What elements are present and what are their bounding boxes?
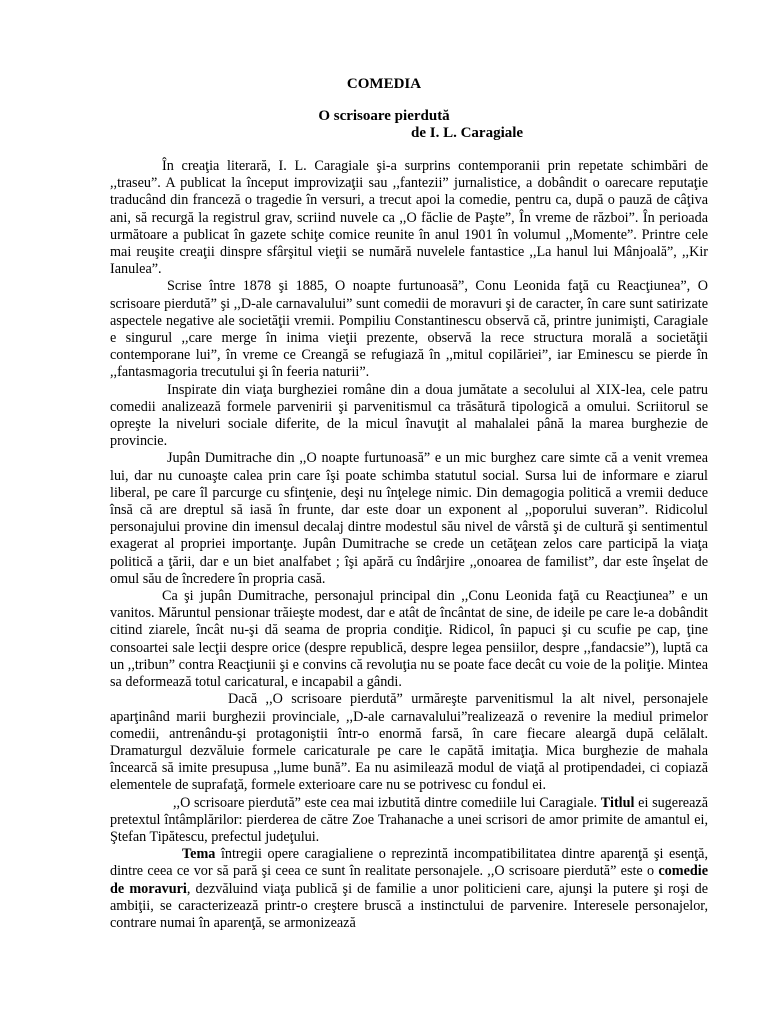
paragraph: Jupân Dumitrache din ,,O noapte furtunoasă” e un mic burghez care simte că a venit vremea lui, dar nu cunoaşte calea prin care îşi poate schimba statutul social. Sursa lui de informare e ziarul liberal, pe care îl parcurge cu sfinţenie, deşi nu înţelege nimic. Din demagogia politică a vremii deduce însă că are dreptul să iasă în frunte, dar este doar un exponent al ,,poporului suveran”. Ridicolul personajului provine din imensul decalaj dintre modestul său nivel de vârstă şi de cultură şi sentimentul exagerat al propriei importanţe. Jupân Dumitrache se crede un cetăţean zelos care participă la viaţa politică a ţării, dar e un biet analfabet ; îşi apără cu îndârjire ,,onoarea de familist”, dar este înşelat de omul său de încredere în propria casă. [110, 450, 708, 587]
paragraph-text: ei sugerează pretextul întâmplărilor: pierderea de către Zoe Trahanache a unei scrisori de amor primite de amantul ei, Ştefan Tipătescu, prefectul judeţului. [110, 794, 708, 845]
paragraph-text: , dezvăluind viaţa publică şi de familie a unor politicieni care, ajunşi la putere şi roşi de ambiţii, se caracterizează printr-o creştere bruscă a instinctului de parvenire. Interesele personajelor, contrare numai în aparenţă, se armonizează [110, 880, 708, 931]
body-text [110, 158, 708, 932]
document-author: de I. L. Caragiale [411, 125, 524, 141]
paragraph-tema [110, 846, 708, 932]
paragraph: Scrise între 1878 şi 1885, O noapte furtunoasă”, Conu Leonida faţă cu Reacţiunea”, O scrisoare pierdută” şi ,,D-ale carnavalului” sunt comedii de moravuri şi de caracter, în care sunt satirizate aspectele negative ale societăţii vremii. Pompiliu Constantinescu observă că, printre junimişti, Caragiale e singurul ,,care merge în inima vieţii prezente, observă la rece structura morală a societăţii contemporane lui”, în vreme ce Creangă se refugiază în ,,mitul copilăriei”, iar Eminescu se pierde în ,,fantasmagoria trecutului şi în feeria naturii”. [110, 278, 708, 381]
paragraph-text: întregii opere caragialiene o reprezintă incompatibilitatea dintre aparenţă şi esenţă, dintre ceea ce vor să pară şi ceea ce sunt în realitate personajele. ,,O scrisoare pierdută” este o [110, 846, 708, 880]
paragraph: Inspirate din viaţa burgheziei române din a doua jumătate a secolului al XIX-lea, cele patru comedii analizează formele parvenirii şi parvenitismul ca trăsătură tipologică a omului. Scriitorul se opreşte la niveluri sociale diferite, de la micul înavuţit al mahalalei până la marea burghezie de provincie. [110, 381, 708, 450]
paragraph: Ca şi jupân Dumitrache, personajul principal din ,,Conu Leonida faţă cu Reacţiunea” e un vanitos. Măruntul pensionar trăieşte modest, dar e atât de încântat de sine, de ideile pe care le-a dobândit citind ziarele, încât nu-şi dă seama de propria condiţie. Ridicol, în papuci şi cu scufie pe cap, ţine consoartei sale lecţii despre orice (despre republică, despre legea pensiilor, despre ,,fandacsie”), luptă ca un ,,tribun” contra Reacţiunii şi e convins că revoluţia nu se poate face decât cu voie de la poliţie. Mintea sa deformează totul caricatural, e incapabil a gândi. [110, 588, 708, 691]
document-subtitle: O scrisoare pierdută [318, 108, 450, 124]
paragraph: În creaţia literară, I. L. Caragiale şi-a surprins contemporanii prin repetate schimbări de ,,traseu”. A publicat la început improvizaţii sau ,,fantezii” jurnalistice, a dobândit o oarecare reputaţie traducând din franceză o tragedie în versuri, a trecut apoi la comedie, pentru ca, după o pauză de câţiva ani, să recurgă la registrul grav, scriind nuvele ca ,,O făclie de Paşte”, În vreme de război”. În perioada următoare a publicat în gazete schiţe comice reunite în anul 1901 în volumul ,,Momente”. Printre cele mai reuşite creaţii dinspre sfârşitul vieţii se numără nuvelele fantastice ,,La hanul lui Mânjoală”, ,,Kir Ianulea”. [110, 158, 708, 278]
bold-term-tema: Tema [182, 846, 216, 863]
paragraph: Dacă ,,O scrisoare pierdută” urmăreşte parvenitismul la alt nivel, personajele aparţinând marii burghezii provinciale, ,,D-ale carnavalului”realizează o revenire la mediul primelor comedii, antrenându-şi protagoniştii într-o enormă farsă, în care fiecare aleargă după celălalt. Dramaturgul dezvăluie formele caricaturale pe care le capătă imitaţia. Mica burghezie de mahala încearcă să imite presupusa ,,lume bună”. Ea nu asimilează modul de viaţă al protipendadei, ci copiază elementele de suprafaţă, formele exterioare care nu se potrivesc cu fondul ei. [110, 691, 708, 794]
bold-term-titlul: Titlul [600, 794, 635, 811]
bold-term-comedie: comedie de moravuri [110, 863, 708, 897]
paragraph-title [110, 795, 708, 847]
document-title: COMEDIA [346, 76, 422, 92]
paragraph-text: ,,O scrisoare pierdută” este cea mai izbutită dintre comediile lui Caragiale. [173, 794, 601, 811]
